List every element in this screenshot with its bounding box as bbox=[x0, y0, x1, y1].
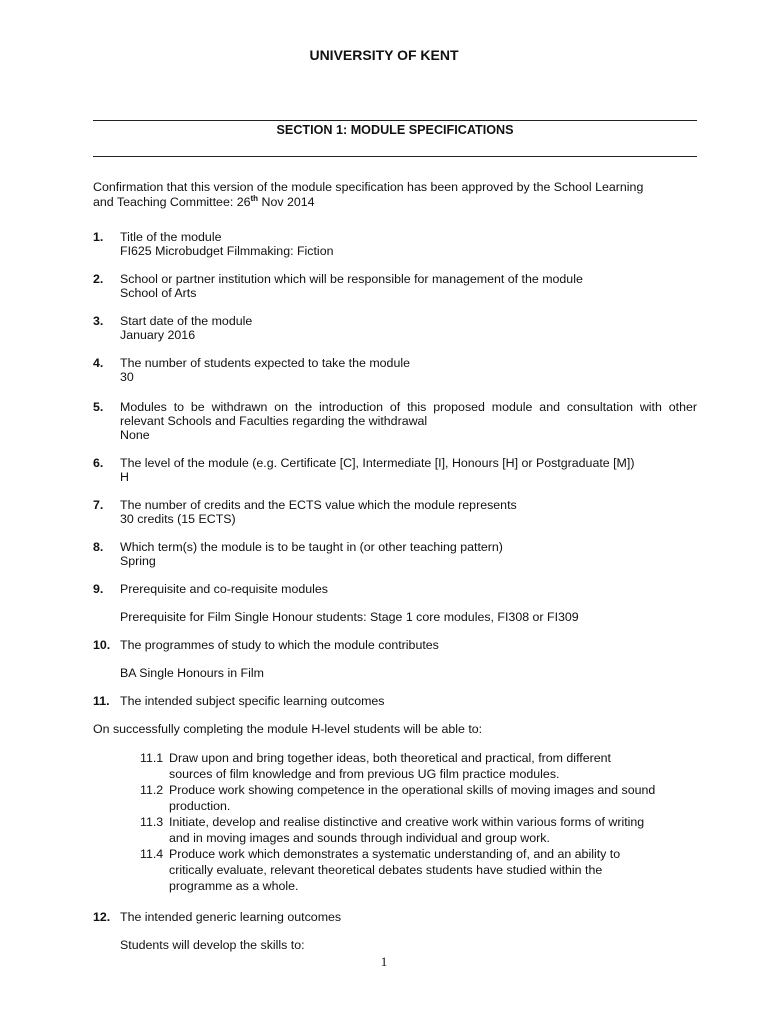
item-number: 4. bbox=[93, 356, 104, 370]
item-label: School or partner institution which will be responsible for management of the module bbox=[120, 272, 583, 286]
item-value: School of Arts bbox=[120, 286, 197, 300]
item-number: 8. bbox=[93, 540, 104, 554]
outcome-line: Produce work which demonstrates a systematic understanding of, and an ability to bbox=[169, 847, 621, 861]
item-label: Title of the module bbox=[120, 230, 222, 244]
item-label: Prerequisite and co-requisite modules bbox=[120, 582, 328, 596]
page-number: 1 bbox=[380, 954, 388, 969]
item-value: BA Single Honours in Film bbox=[120, 666, 264, 680]
outcome-line: Produce work showing competence in the operational skills of moving images and sound bbox=[169, 783, 656, 797]
item-label: The number of students expected to take the module bbox=[120, 356, 410, 370]
item-label: The intended generic learning outcomes bbox=[120, 910, 342, 924]
outcome-line: Initiate, develop and realise distinctive and creative work within various forms of writing bbox=[169, 815, 645, 829]
outcome-line: Draw upon and bring together ideas, both theoretical and practical, from different bbox=[169, 751, 611, 765]
outcomes-intro: On successfully completing the module H-level students will be able to: bbox=[93, 722, 483, 736]
item-value: Prerequisite for Film Single Honour students: Stage 1 core modules, FI308 or FI309 bbox=[120, 610, 579, 624]
item-label: Which term(s) the module is to be taught in (or other teaching pattern) bbox=[120, 540, 503, 554]
item-number: 11. bbox=[93, 694, 110, 708]
item-label: Modules to be withdrawn on the introduction of this proposed module and consultation with other bbox=[120, 400, 697, 414]
item-number: 7. bbox=[93, 498, 104, 512]
item-value: Students will develop the skills to: bbox=[120, 938, 305, 952]
item-label: The number of credits and the ECTS value which the module represents bbox=[120, 498, 517, 512]
item-number: 9. bbox=[93, 582, 104, 596]
outcome-line: programme as a whole. bbox=[169, 879, 299, 893]
outcome-line: sources of film knowledge and from previous UG film practice modules. bbox=[169, 767, 560, 781]
item-number: 10. bbox=[93, 638, 111, 652]
item-number: 3. bbox=[93, 314, 104, 328]
item-number: 5. bbox=[93, 400, 104, 414]
outcome-number: 11.3 bbox=[140, 815, 164, 829]
item-label: Start date of the module bbox=[120, 314, 253, 328]
outcome-line: and in moving images and sounds through individual and group work. bbox=[169, 831, 550, 845]
outcome-line: production. bbox=[169, 799, 231, 813]
item-value: None bbox=[120, 428, 150, 442]
outcome-number: 11.4 bbox=[140, 847, 164, 861]
item-value: January 2016 bbox=[120, 328, 196, 342]
outcome-number: 11.2 bbox=[140, 783, 164, 797]
item-label: The intended subject specific learning outcomes bbox=[120, 694, 385, 708]
item-number: 1. bbox=[93, 230, 104, 244]
section-title: SECTION 1: MODULE SPECIFICATIONS bbox=[276, 123, 514, 137]
item-label: The level of the module (e.g. Certificate [C], Intermediate [I], Honours [H] or Postgraduate [M]) bbox=[120, 456, 635, 470]
outcome-line: critically evaluate, relevant theoretical debates students have studied within the bbox=[169, 863, 603, 877]
ordinal-suffix: th bbox=[250, 194, 259, 203]
confirmation-line-2: and Teaching Committee: 26th Nov 2014 bbox=[93, 194, 315, 209]
section-rule-top bbox=[93, 120, 697, 121]
document-title: UNIVERSITY OF KENT bbox=[309, 47, 459, 63]
item-number: 2. bbox=[93, 272, 104, 286]
item-label: The programmes of study to which the module contributes bbox=[120, 638, 439, 652]
section-rule-bottom bbox=[93, 156, 697, 157]
confirmation-line-1: Confirmation that this version of the module specification has been approved by the School Learning bbox=[93, 180, 644, 194]
item-label-continued: relevant Schools and Faculties regarding the withdrawal bbox=[120, 414, 428, 428]
item-number: 12. bbox=[93, 910, 111, 924]
item-value: Spring bbox=[120, 554, 156, 568]
outcome-number: 11.1 bbox=[140, 751, 164, 765]
item-number: 6. bbox=[93, 456, 104, 470]
item-value: 30 bbox=[120, 370, 134, 384]
item-value: 30 credits (15 ECTS) bbox=[120, 512, 236, 526]
item-value: H bbox=[120, 470, 129, 484]
item-value: FI625 Microbudget Filmmaking: Fiction bbox=[120, 244, 334, 258]
